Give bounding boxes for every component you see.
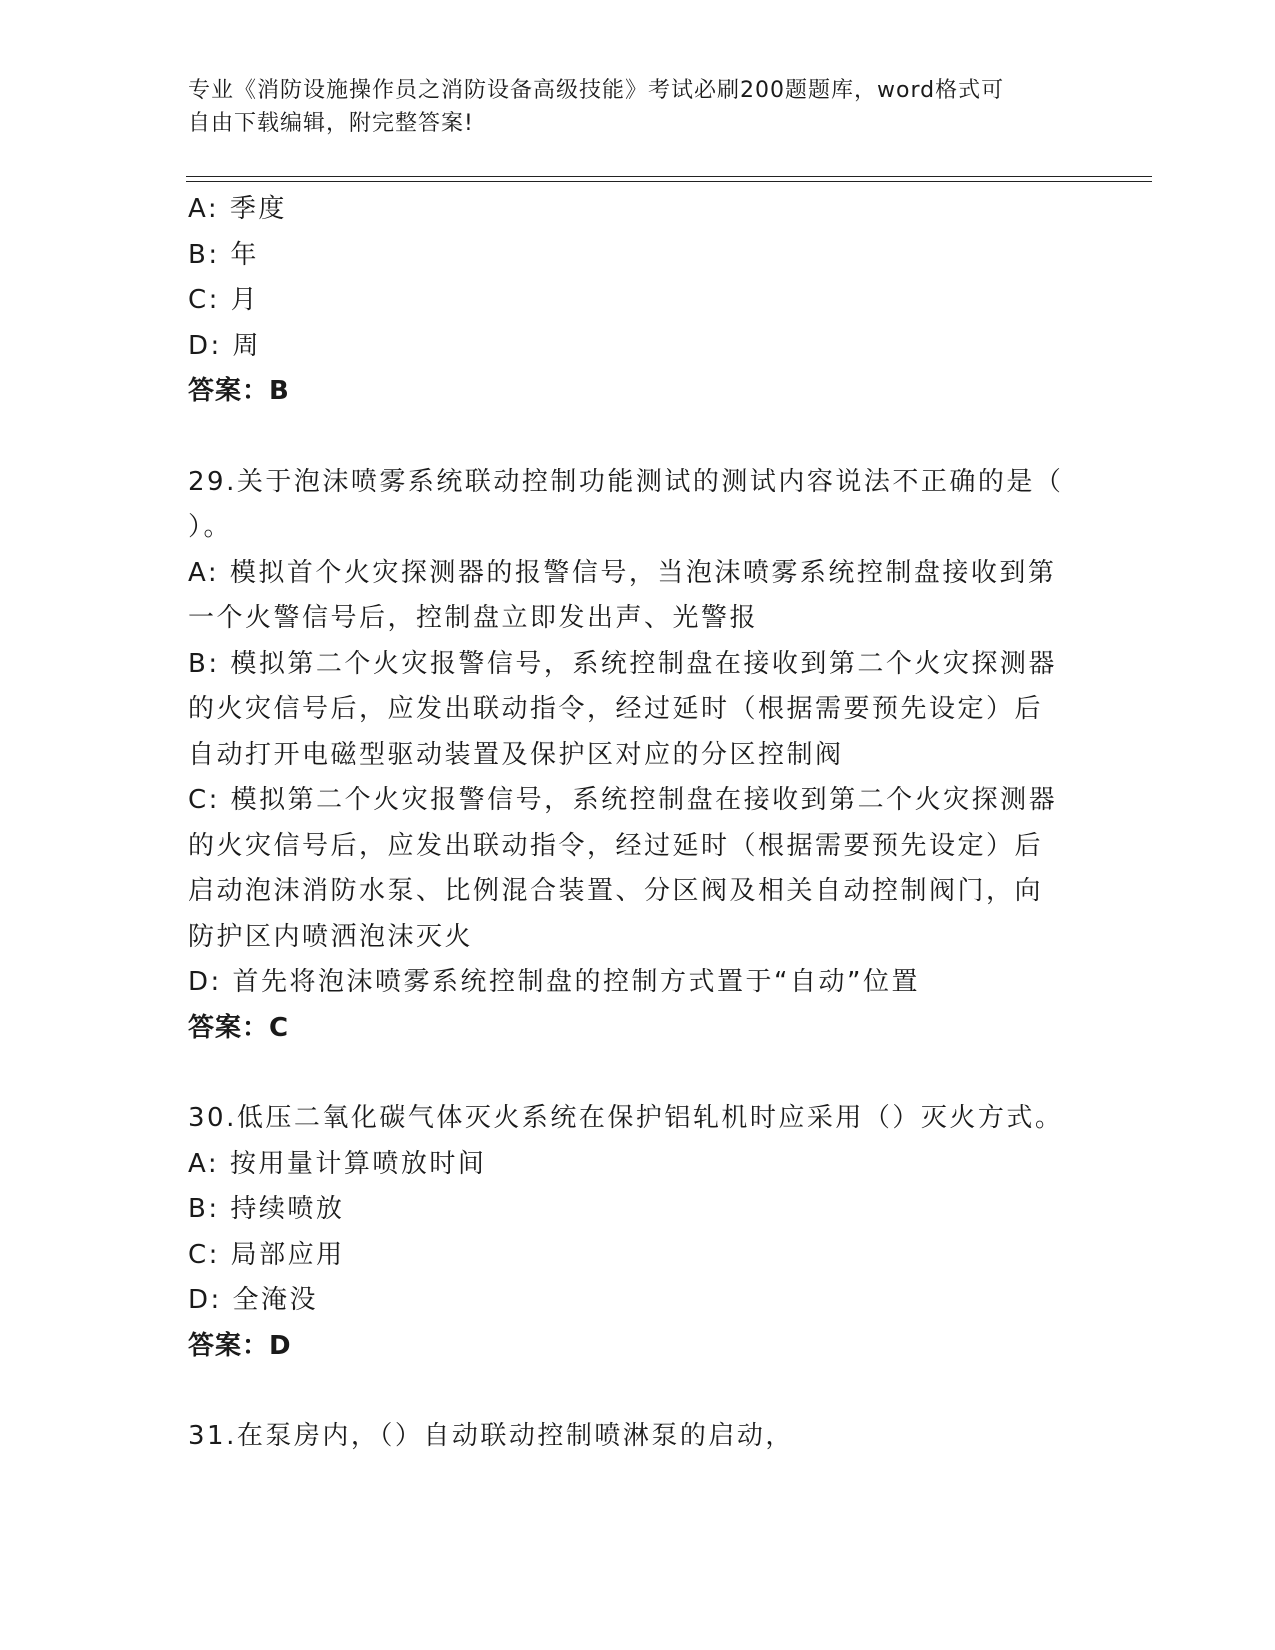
question-list [188,187,1088,1460]
question-30 [188,1096,1088,1369]
question-stem: 29.关于泡沫喷雾系统联动控制功能测试的测试内容说法不正确的是（ [188,466,1064,497]
option-c: 防护区内喷洒泡沫灭火 [188,921,474,952]
answer: 答案：B [188,376,290,406]
option-a: A: 季度 [188,194,287,224]
option-c: C: 局部应用 [188,1239,345,1270]
answer: 答案：D [188,1330,292,1361]
option-d: D: 周 [188,330,262,361]
question-stem: 30.低压二氧化碳气体灭火系统在保护铝轧机时应采用（）灭火方式。 [188,1103,1064,1133]
option-c: C: 月 [188,285,260,315]
option-a: A: 模拟首个火灾探测器的报警信号，当泡沫喷雾系统控制盘接收到第 [188,557,1057,588]
header-line-1: 专业《消防设施操作员之消防设备高级技能》考试必刷200题题库，word格式可 [188,78,1005,103]
option-c: 启动泡沫消防水泵、比例混合装置、分区阀及相关自动控制阀门，向 [188,876,1044,906]
option-b: B: 持续喷放 [188,1194,345,1224]
question-31 [188,1414,1088,1460]
option-d: D: 全淹没 [188,1285,319,1315]
option-b: B: 年 [188,239,259,270]
option-b: 自动打开电磁型驱动装置及保护区对应的分区控制阀 [188,739,844,770]
document-header [188,74,1088,140]
answer: 答案：C [188,1012,290,1043]
option-b: 的火灾信号后，应发出联动指令，经过延时（根据需要预先设定）后 [188,694,1044,724]
question-stem: 31.在泵房内，（）自动联动控制喷淋泵的启动， [188,1421,794,1451]
question-29 [188,460,1088,1052]
option-c: 的火灾信号后，应发出联动指令，经过延时（根据需要预先设定）后 [188,830,1044,861]
question-stem: ）。 [188,512,233,542]
spacer [188,1051,1088,1096]
option-a: A: 按用量计算喷放时间 [188,1148,487,1179]
option-a: 一个火警信号后，控制盘立即发出声、光警报 [188,603,759,633]
header-line-2: 自由下载编辑，附完整答案! [188,111,474,136]
header-rule-bottom [186,181,1152,182]
header-rule-top [186,176,1152,177]
question-28 [188,187,1088,415]
spacer [188,1369,1088,1414]
spacer [188,415,1088,460]
option-b: B: 模拟第二个火灾报警信号，系统控制盘在接收到第二个火灾探测器 [188,648,1057,679]
option-d: D: 首先将泡沫喷雾系统控制盘的控制方式置于“自动”位置 [188,967,920,997]
option-c: C: 模拟第二个火灾报警信号，系统控制盘在接收到第二个火灾探测器 [188,785,1058,815]
